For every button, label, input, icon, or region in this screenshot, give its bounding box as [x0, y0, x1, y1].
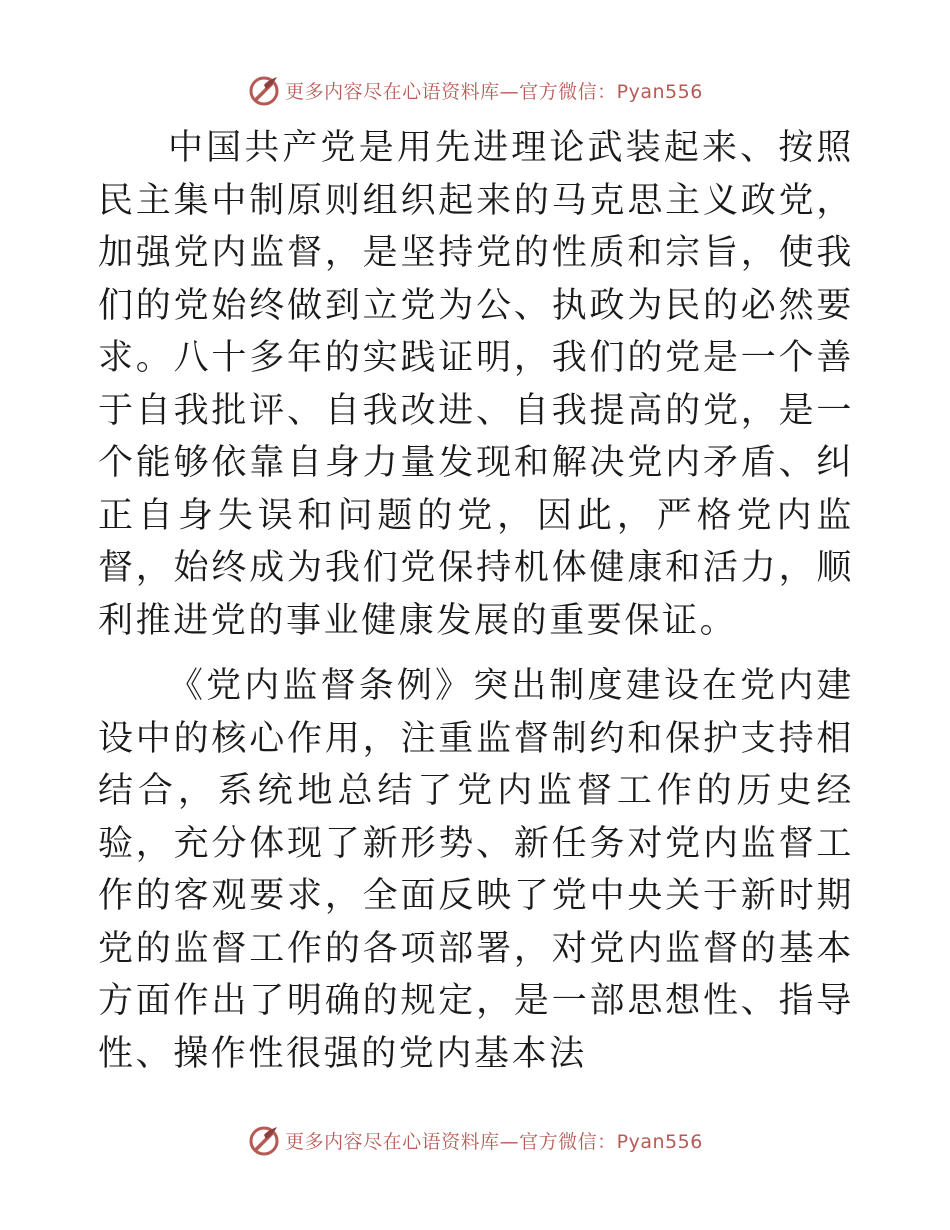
header-banner [0, 70, 950, 110]
quill-seal-logo-icon [247, 1123, 281, 1157]
wechat-id: Pyan556 [616, 80, 703, 103]
paragraph-2: 《党内监督条例》突出制度建设在党内建设中的核心作用，注重监督制约和保护支持相结合，系统地总结了党内监督工作的历史经验，充分体现了新形势、新任务对党内监督工作的客观要求，全面反映了党中央关于新时期党的监督工作的各项部署，对党内监督的基本方面作出了明确的规定，是一部思想性、指导性、操作性很强的党内基本法 [98, 666, 854, 1074]
footer-banner-text: 更多内容尽在心语资料库—官方微信：Pyan556 [285, 1130, 703, 1153]
document-body [98, 122, 854, 1080]
footer-banner [0, 1120, 950, 1160]
wechat-id: Pyan556 [616, 1130, 703, 1153]
quill-seal-logo-icon [247, 73, 281, 107]
paragraph-1: 中国共产党是用先进理论武装起来、按照民主集中制原则组织起来的马克思主义政党，加强党内监督，是坚持党的性质和宗旨，使我们的党始终做到立党为公、执政为民的必然要求。八十多年的实践证明，我们的党是一个善于自我批评、自我改进、自我提高的党，是一个能够依靠自身力量发现和解决党内矛盾、纠正自身失误和问题的党，因此，严格党内监督，始终成为我们党保持机体健康和活力，顺利推进党的事业健康发展的重要保证。 [98, 128, 854, 641]
header-banner-text: 更多内容尽在心语资料库—官方微信：Pyan556 [285, 80, 703, 103]
